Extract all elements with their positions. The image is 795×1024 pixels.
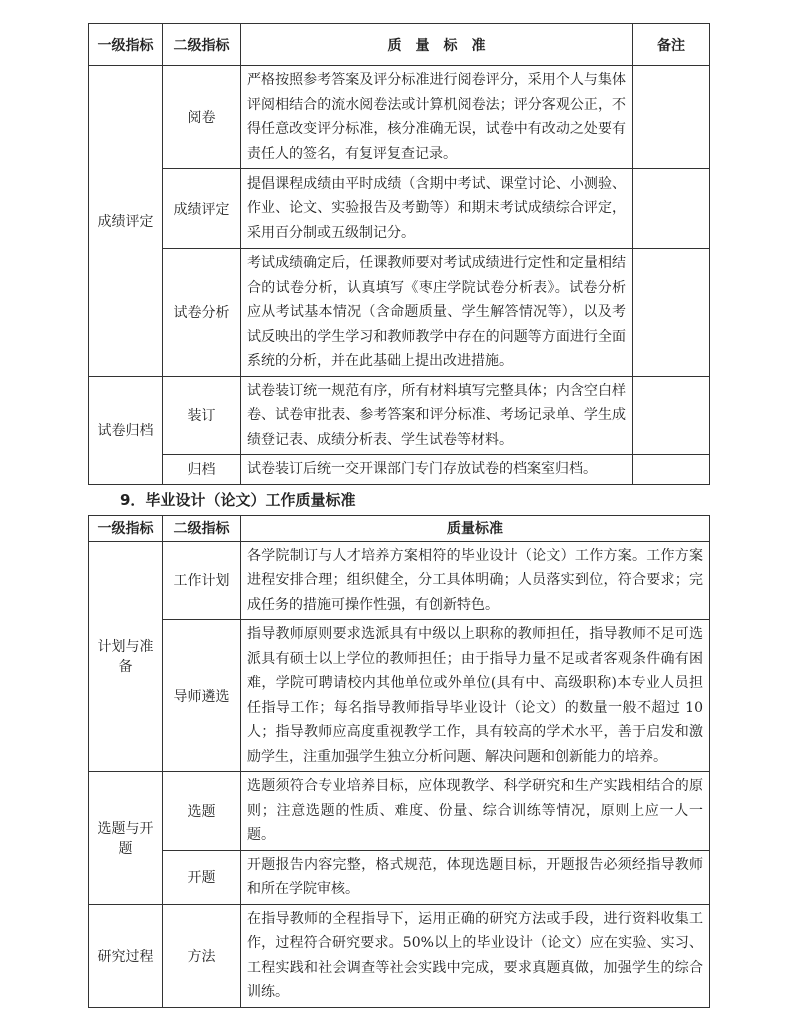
note-cell <box>633 376 710 455</box>
table-row <box>89 249 710 377</box>
note-cell <box>633 455 710 485</box>
header-level2: 二级指标 <box>163 515 241 541</box>
level1-cell: 选题与开题 <box>89 772 163 905</box>
exam-quality-table <box>88 23 710 485</box>
note-cell <box>633 169 710 249</box>
level1-cell: 成绩评定 <box>89 66 163 377</box>
standard-cell: 开题报告内容完整，格式规范，体现选题目标，开题报告必须经指导教师和所在学院审核。 <box>241 850 710 904</box>
standard-cell: 试卷装订统一规范有序，所有材料填写完整具体；内含空白样卷、试卷审批表、参考答案和评分标准、考场记录单、学生成绩登记表、成绩分析表、学生试卷等材料。 <box>241 376 633 455</box>
level2-cell: 方法 <box>163 904 241 1007</box>
level2-cell: 工作计划 <box>163 541 241 620</box>
table-header-row <box>89 515 710 541</box>
level2-cell: 选题 <box>163 772 241 851</box>
table-row <box>89 455 710 485</box>
table-row <box>89 66 710 169</box>
level2-cell: 归档 <box>163 455 241 485</box>
level2-cell: 开题 <box>163 850 241 904</box>
standard-cell: 考试成绩确定后，任课教师要对考试成绩进行定性和定量相结合的试卷分析，认真填写《枣庄学院试卷分析表》。试卷分析应从考试基本情况（含命题质量、学生解答情况等），以及考试反映出的学生学习和教师教学中存在的问题等方面进行全面系统的分析，并在此基础上提出改进措施。 <box>241 249 633 377</box>
header-level1: 一级指标 <box>89 24 163 66</box>
standard-cell: 试卷装订后统一交开课部门专门存放试卷的档案室归档。 <box>241 455 633 485</box>
standard-cell: 各学院制订与人才培养方案相符的毕业设计（论文）工作方案。工作方案进程安排合理；组织健全，分工具体明确；人员落实到位，符合要求；完成任务的措施可操作性强，有创新特色。 <box>241 541 710 620</box>
header-standard: 质 量 标 准 <box>241 24 633 66</box>
note-cell <box>633 66 710 169</box>
table-row <box>89 772 710 851</box>
header-standard: 质量标准 <box>241 515 710 541</box>
standard-cell: 选题须符合专业培养目标，应体现教学、科学研究和生产实践相结合的原则；注意选题的性质、难度、份量、综合训练等情况，原则上应一人一题。 <box>241 772 710 851</box>
level2-cell: 阅卷 <box>163 66 241 169</box>
level1-cell: 研究过程 <box>89 904 163 1007</box>
level2-cell: 装订 <box>163 376 241 455</box>
header-level1: 一级指标 <box>89 515 163 541</box>
table-row <box>89 376 710 455</box>
level2-cell: 导师遴选 <box>163 620 241 772</box>
table-row <box>89 169 710 249</box>
standard-cell: 提倡课程成绩由平时成绩（含期中考试、课堂讨论、小测验、作业、论文、实验报告及考勤等）和期末考试成绩综合评定，采用百分制或五级制记分。 <box>241 169 633 249</box>
standard-cell: 指导教师原则要求选派具有中级以上职称的教师担任，指导教师不足可选派具有硕士以上学位的教师担任；由于指导力量不足或者客观条件确有困难，学院可聘请校内其他单位或外单位(具有中、高级职称)本专业人员担任指导工作；每名指导教师指导毕业设计（论文）的数量一般不超过 10人；指导教师应高度重视教学工作，具有较高的学术水平，善于启发和激励学生，注重加强学生独立分析问题、解决问题和创新能力的培养。 <box>241 620 710 772</box>
table-row <box>89 541 710 620</box>
header-note: 备注 <box>633 24 710 66</box>
level1-cell: 试卷归档 <box>89 376 163 484</box>
standard-cell: 严格按照参考答案及评分标准进行阅卷评分，采用个人与集体评阅相结合的流水阅卷法或计算机阅卷法；评分客观公正，不得任意改变评分标准，核分准确无误，试卷中有改动之处要有责任人的签名，有复评复查记录。 <box>241 66 633 169</box>
thesis-quality-table <box>88 515 710 1008</box>
table-row <box>89 904 710 1007</box>
header-level2: 二级指标 <box>163 24 241 66</box>
table-row <box>89 620 710 772</box>
level1-cell: 计划与准备 <box>89 541 163 772</box>
note-cell <box>633 249 710 377</box>
standard-cell: 在指导教师的全程指导下，运用正确的研究方法或手段，进行资料收集工作，过程符合研究要求。50%以上的毕业设计（论文）应在实验、实习、工程实践和社会调查等社会实践中完成，要求真题真做，加强学生的综合训练。 <box>241 904 710 1007</box>
table-header-row <box>89 24 710 66</box>
section-heading: 9．毕业设计（论文）工作质量标准 <box>120 490 356 509</box>
level2-cell: 成绩评定 <box>163 169 241 249</box>
level2-cell: 试卷分析 <box>163 249 241 377</box>
table-row <box>89 850 710 904</box>
